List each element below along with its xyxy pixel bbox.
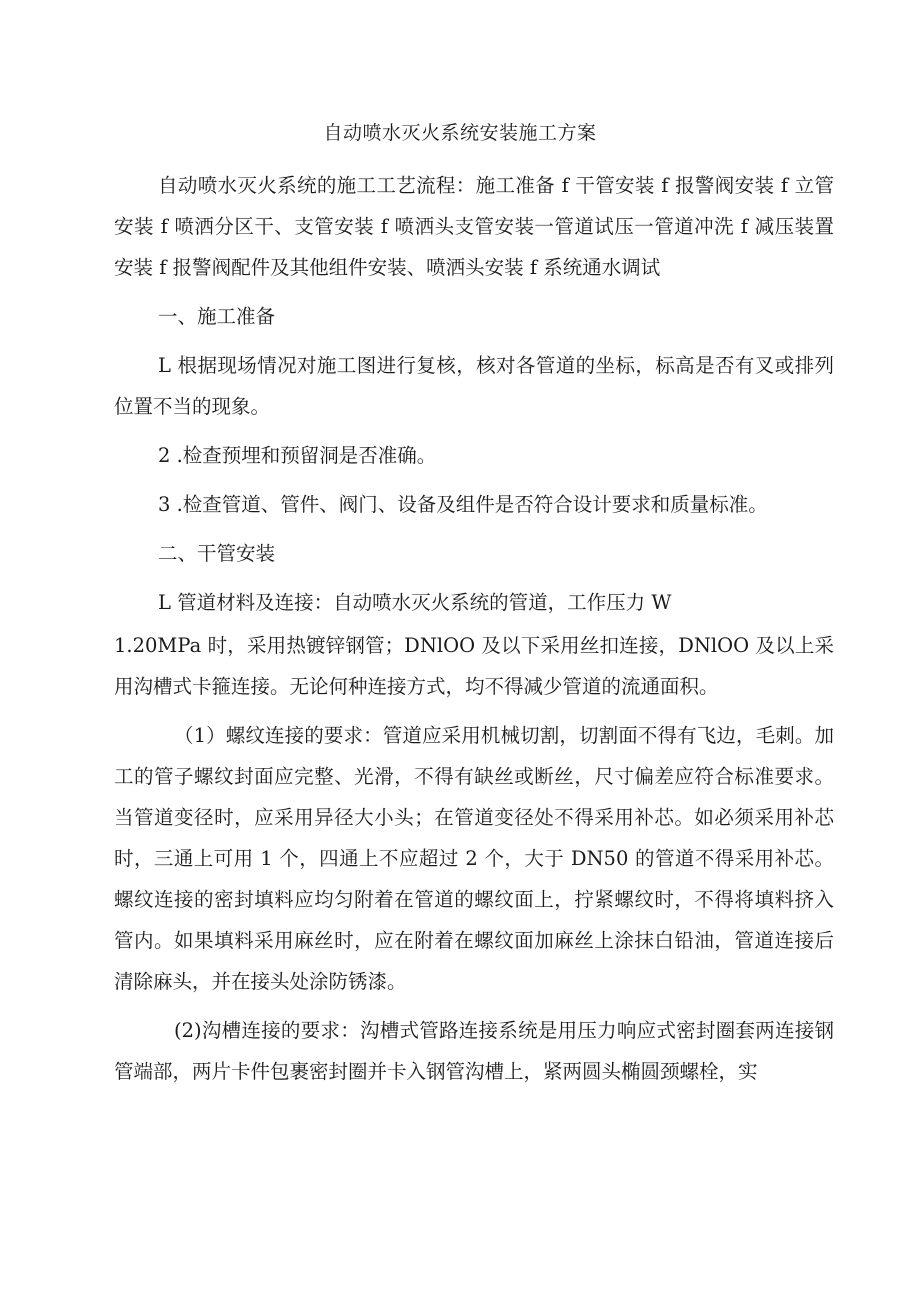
paragraph-pipe-material: L 管道材料及连接：自动喷水灭火系统的管道，工作压力 W xyxy=(158,591,672,614)
paragraph-prep-item-3: 3 .检查管道、管件、阀门、设备及组件是否符合设计要求和质量标准。 xyxy=(158,493,768,516)
paragraph-prep-item-2: 2 .检查预埋和预留洞是否准确。 xyxy=(158,444,437,467)
paragraph-prep-item-1: L 根据现场情况对施工图进行复核，核对各管道的坐标，标高是否有叉或排列位置不当的现象。 xyxy=(114,354,834,418)
paragraph-process-flow: 自动喷水灭火系统的施工工艺流程：施工准备 f 干管安装 f 报警阀安装 f 立管安装 f 喷洒分区干、支管安装 f 喷洒头支管安装一管道试压一管道冲洗 f 减压装置安装 f 报警阀配件及其他组件安装、喷洒头安装 f 系统通水调试 xyxy=(114,174,834,279)
paragraph-thread-connection: （1）螺纹连接的要求：管道应采用机械切割，切割面不得有飞边，毛刺。加工的管子螺纹封面应完整、光滑，不得有缺丝或断丝，尺寸偏差应符合标准要求。当管道变径时，应采用异径大小头；在管道变径处不得采用补芯。如必须采用补芯时，三通上可用 1 个，四通上不应超过 2 个，大于 DN50 的管道不得采用补芯。螺纹连接的密封填料应均匀附着在管道的螺纹面上，拧紧螺纹时，不得将填料挤入管内。如果填料采用麻丝时，应在附着在螺纹面加麻丝上涂抹白铅油，管道连接后清除麻头，并在接头处涂防锈漆。 xyxy=(114,724,834,993)
document-title: 自动喷水灭火系统安装施工方案 xyxy=(323,122,597,144)
document-body xyxy=(114,165,834,1092)
paragraph-pipe-connection: 1.20MPa 时，采用热镀锌钢管；DNlOO 及以下采用丝扣连接，DNlOO 及以上采用沟槽式卡箍连接。无论何种连接方式，均不得减少管道的流通面积。 xyxy=(114,634,834,698)
section-heading-main-pipe: 二、干管安装 xyxy=(158,542,276,565)
section-heading-preparation: 一、施工准备 xyxy=(158,305,276,328)
paragraph-groove-connection: (2)沟槽连接的要求：沟槽式管路连接系统是用压力响应式密封圈套两连接钢管端部，两片卡件包裹密封圈并卡入钢管沟槽上，紧两圆头椭圆颈螺栓，实 xyxy=(114,1019,834,1083)
